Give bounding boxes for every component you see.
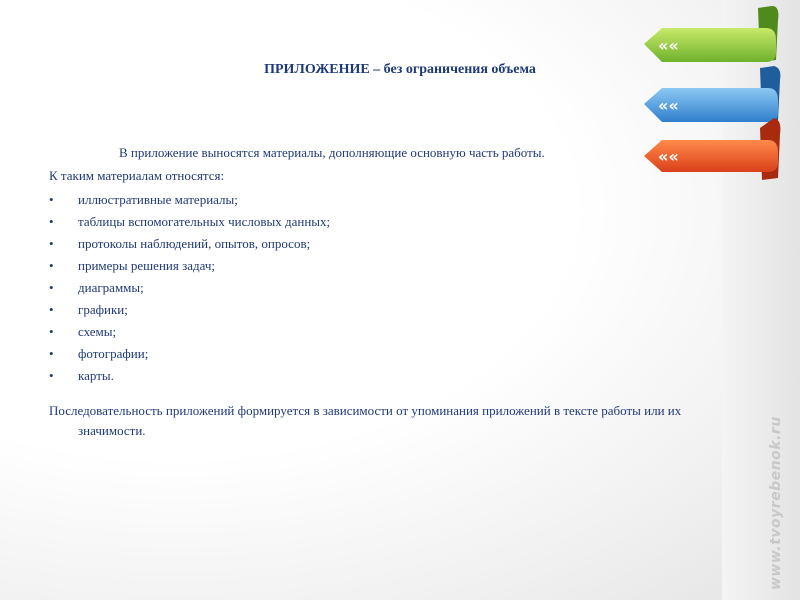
list-item (49, 189, 729, 211)
watermark: www.tvoyrebenok.ru (768, 416, 784, 590)
bullet-icon: • (49, 258, 54, 273)
list-item-text: фотографии; (78, 346, 149, 361)
list-item (49, 211, 729, 233)
chevron-left-icon: «« (658, 96, 679, 115)
bullet-icon: • (49, 236, 54, 251)
bullet-icon: • (49, 324, 54, 339)
list-item (49, 343, 729, 365)
closing-paragraph: Последовательность приложений формируется в зависимости от упоминания приложений в тексте работы или их значимости. (49, 403, 682, 438)
bullet-icon: • (49, 192, 54, 207)
list-item (49, 233, 729, 255)
list-item-text: карты. (78, 368, 114, 383)
materials-list (49, 189, 729, 387)
page-title: ПРИЛОЖЕНИЕ – без ограничения объема (264, 62, 536, 77)
list-item (49, 365, 729, 387)
list-lead: К таким материалам относятся: (49, 168, 225, 183)
bullet-icon: • (49, 280, 54, 295)
chevron-left-icon: «« (658, 36, 679, 55)
list-item-text: таблицы вспомогательных числовых данных; (78, 214, 331, 229)
list-item (49, 255, 729, 277)
list-item (49, 321, 729, 343)
list-item-text: схемы; (78, 324, 117, 339)
list-item-text: графики; (78, 302, 128, 317)
list-item-text: протоколы наблюдений, опытов, опросов; (78, 236, 311, 251)
bullet-icon: • (49, 346, 54, 361)
list-item (49, 299, 729, 321)
chevron-left-icon: «« (658, 147, 679, 166)
bullet-icon: • (49, 302, 54, 317)
list-item-text: диаграммы; (78, 280, 144, 295)
bullet-icon: • (49, 214, 54, 229)
bullet-icon: • (49, 368, 54, 383)
list-item (49, 277, 729, 299)
list-item-text: иллюстративные материалы; (78, 192, 238, 207)
list-item-text: примеры решения задач; (78, 258, 216, 273)
slide-body (49, 145, 729, 441)
intro-paragraph: В приложение выносятся материалы, дополняющие основную часть работы. (119, 145, 545, 160)
